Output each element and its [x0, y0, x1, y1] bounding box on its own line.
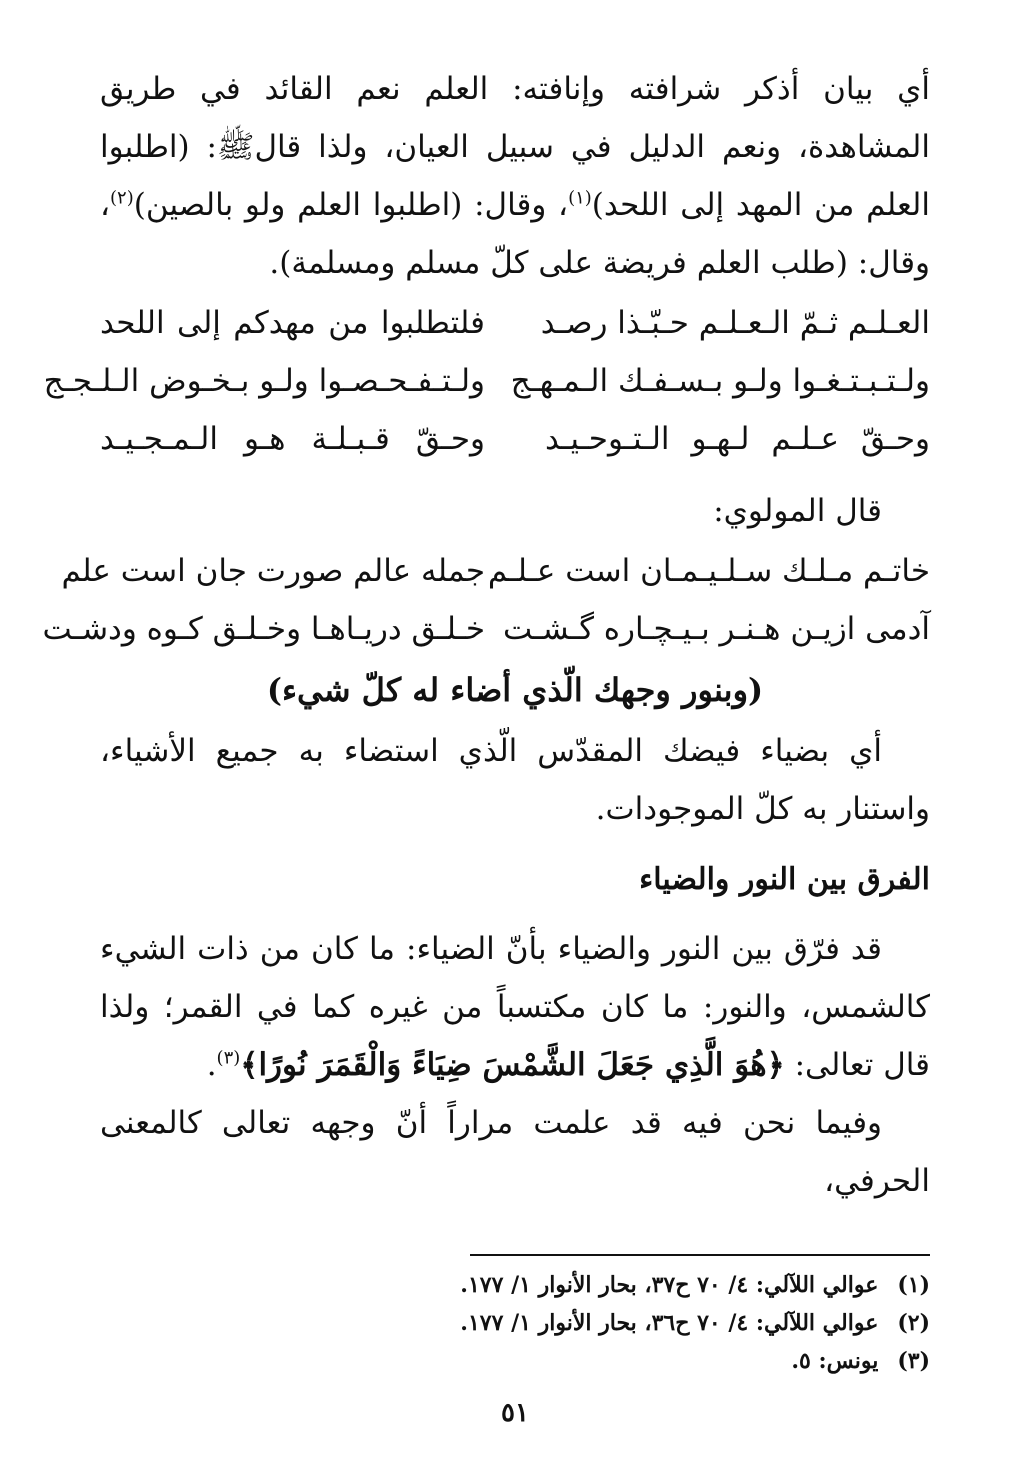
poem-verse: [100, 294, 930, 352]
para3-text-a: قد فرّق بين النور والضياء بأنّ الضياء: ما كان من ذات الشيء كالشمس، والنور: ما كان مكتسباً من غيره كما في القمر؛ ولذا قال تعالى:: [100, 931, 930, 1083]
footnote-item: [100, 1304, 930, 1342]
verse-first-hemistich: خاتـم مـلـك سـلـيـمـان است عـلـم: [487, 553, 930, 589]
verse-first-hemistich: وحـقّ عـلـم لـهـو الـتـوحـيـد: [545, 421, 930, 457]
quran-verse: ﴿هُوَ الَّذِي جَعَلَ الشَّمْسَ ضِيَاءً وَالْقَمَرَ نُورًا﴾: [240, 1047, 785, 1083]
footnote-number: (٢): [897, 1310, 930, 1336]
section-title: الفرق بين النور والضياء: [639, 862, 930, 897]
paragraph-continuation: وفيما نحن فيه قد علمت مراراً أنّ وجهه تعالى كالمعنى الحرفي،: [100, 1105, 930, 1199]
footnote-text: عوالي اللآلي: ٤/ ٧٠ ح٣٧، بحار الأنوار ١/ ١٧٧.: [460, 1272, 879, 1298]
poem-arabic: [43, 294, 930, 468]
poem-persian: [42, 542, 930, 658]
paragraph-light-difference: [100, 920, 930, 1094]
footnote-ref-3[interactable]: (٣): [216, 1047, 241, 1069]
maulawi-intro: قال المولوي:: [713, 493, 882, 529]
para1-text-c: ، وقال: (اطلبوا العلم ولو بالصين): [133, 187, 569, 223]
footnote-text: عوالي اللآلي: ٤/ ٧٠ ح٣٦، بحار الأنوار ١/ ١٧٧.: [460, 1310, 879, 1336]
footnote-text: يونس: ٥.: [791, 1348, 879, 1374]
verse-second-hemistich: خـلـق دريـاهـا وخـلـق كـوه ودشـت: [42, 611, 485, 647]
verse-second-hemistich: فلتطلبوا من مهدكم إلى اللحد: [100, 305, 485, 341]
para3-text-b: .: [206, 1047, 217, 1083]
poem-verse: [100, 410, 930, 468]
footnote-item: [100, 1266, 930, 1304]
verse-first-hemistich: ولـتـبـتـغـوا ولـو بـسـفـك الـمـهـج: [510, 363, 930, 399]
footnote-ref-1[interactable]: (١): [568, 187, 592, 209]
footnotes: [100, 1266, 930, 1380]
poem-verse: [43, 352, 930, 410]
footnote-ref-2[interactable]: (٢): [110, 187, 134, 209]
poem-verse: [61, 542, 930, 600]
book-page: [42, 60, 930, 1450]
poem-verse: [42, 600, 930, 658]
verse-second-hemistich: ولـتـفـحـصـوا ولـو بـخـوض الـلـجـج: [43, 363, 485, 399]
para1-text-b: : (اطلبوا العلم من المهد إلى اللحد): [100, 129, 930, 223]
page-number: ٥١: [501, 1398, 529, 1428]
supplication-subheading: (وبنور وجهك الّذي أضاء له كلّ شيء): [266, 671, 764, 709]
verse-second-hemistich: وحـقّ قـبـلـة هـو الـمـجـيـد: [100, 421, 485, 457]
paragraph-knowledge: [100, 60, 930, 292]
footnote-item: [100, 1342, 930, 1380]
para1-text-a: أي بيان أذكر شرافته وإنافته: العلم نعم القائد في طريق المشاهدة، ونعم الدليل في سبيل العيان، ولذا قال: [100, 71, 930, 165]
para1-text-d: ، وقال: (طلب العلم فريضة على كلّ مسلم ومسلمة).: [100, 187, 930, 281]
footnote-number: (١): [897, 1272, 930, 1298]
verse-first-hemistich: آدمى ازيـن هـنـر بـيـچـاره گـشـت: [502, 611, 930, 647]
salawat-glyph: ﷺ: [216, 129, 255, 165]
verse-first-hemistich: العـلـم ثـمّ الـعـلـم حـبّـذا رصـد: [540, 305, 930, 341]
paragraph-light-explanation: أي بضياء فيضك المقدّس الّذي استضاء به جميع الأشياء، واستنار به كلّ الموجودات.: [100, 733, 930, 827]
verse-second-hemistich: جمله عالم صورت جان است علم: [61, 553, 485, 589]
footnote-number: (٣): [897, 1348, 930, 1374]
footnote-divider: [470, 1254, 930, 1256]
